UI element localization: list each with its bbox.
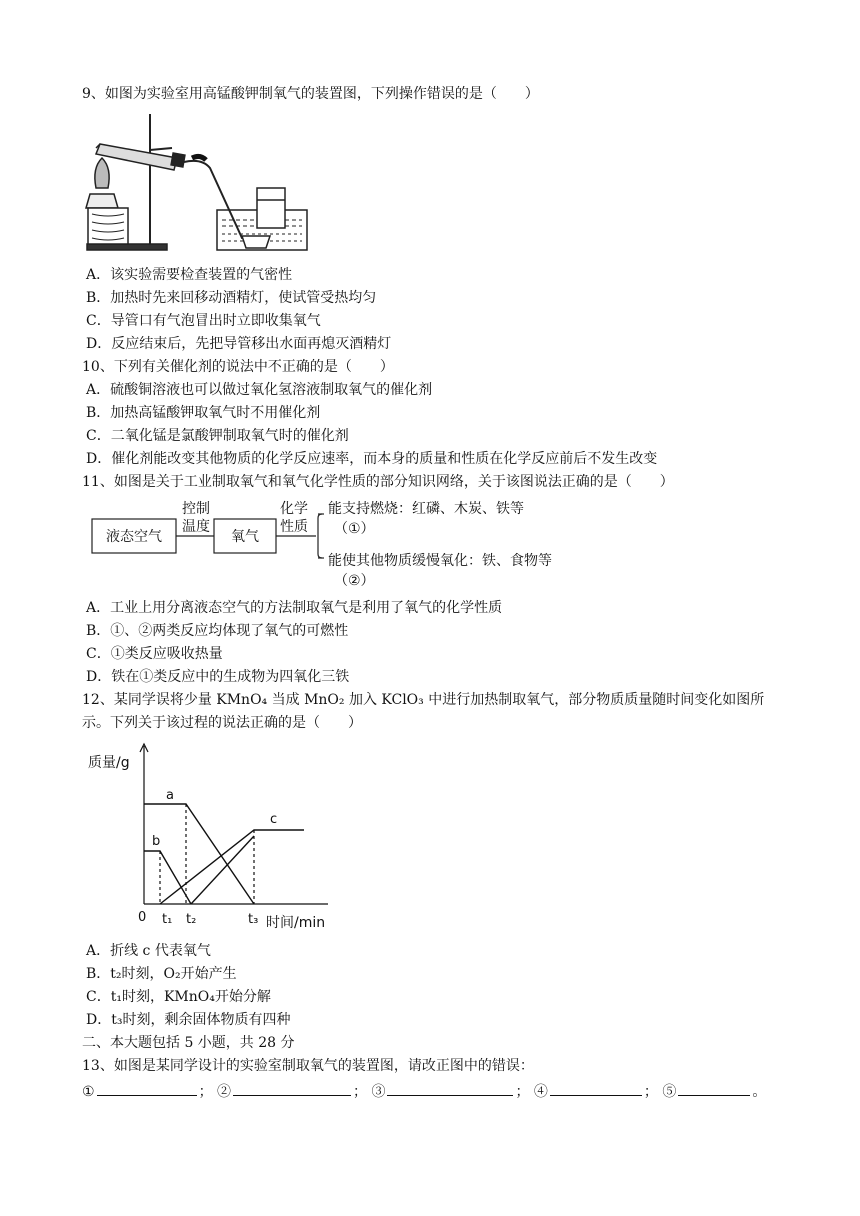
q12-option-d: D．t₃时刻，剩余固体物质有四种 — [86, 1012, 291, 1028]
q10-option-d: D．催化剂能改变其他物质的化学反应速率，而本身的质量和性质在化学反应前后不发生改变 — [86, 451, 658, 467]
q10-option-b: B．加热高锰酸钾取氧气时不用催化剂 — [86, 405, 321, 421]
box-oxygen: 氧气 — [231, 529, 259, 545]
label-control: 控制 — [182, 501, 210, 517]
q10-stem: 10、下列有关催化剂的说法中不正确的是（ ） — [82, 359, 394, 375]
label-temperature: 温度 — [182, 519, 210, 535]
graph-label-a: a — [166, 788, 174, 803]
box-liquid-air: 液态空气 — [106, 529, 162, 545]
branch-slow-oxidation: 能使其他物质缓慢氧化：铁、食物等 — [328, 553, 552, 569]
branch-slow-oxidation-mark: （②） — [334, 573, 375, 589]
blank-5-label: ⑤ — [662, 1084, 677, 1100]
graph-origin: 0 — [138, 910, 147, 925]
label-property: 性质 — [280, 519, 308, 535]
q11-knowledge-diagram — [90, 496, 610, 592]
q9-option-d: D．反应结束后，先把导管移出水面再熄灭酒精灯 — [86, 336, 392, 352]
q12-mass-time-graph — [88, 738, 348, 938]
branch-combustion: 能支持燃烧：红磷、木炭、铁等 — [328, 501, 524, 517]
answer-blank-3[interactable] — [387, 1081, 513, 1096]
separator: ； — [198, 1084, 213, 1100]
graph-label-c: c — [270, 812, 278, 827]
separator: ； — [643, 1084, 658, 1100]
graph-t1: t₁ — [162, 912, 173, 927]
q10-option-c: C．二氧化锰是氯酸钾制取氧气时的催化剂 — [86, 428, 349, 444]
separator: ； — [353, 1084, 368, 1100]
end-mark: 。 — [752, 1084, 767, 1100]
q12-stem-line2: 示。下列关于该过程的说法正确的是（ ） — [82, 715, 362, 731]
q12-option-a: A．折线 c 代表氧气 — [86, 943, 211, 959]
answer-blank-5[interactable] — [678, 1081, 750, 1096]
answer-blank-2[interactable] — [233, 1081, 351, 1096]
blank-2-label: ② — [217, 1084, 232, 1100]
q11-option-b: B．①、②两类反应均体现了氧气的可燃性 — [86, 623, 349, 639]
blank-4-label: ④ — [533, 1084, 548, 1100]
q9-stem: 9、如图为实验室用高锰酸钾制氧气的装置图，下列操作错误的是（ ） — [82, 86, 539, 102]
q9-option-b: B．加热时先来回移动酒精灯，使试管受热均匀 — [86, 290, 377, 306]
separator: ； — [515, 1084, 530, 1100]
q9-option-a: A．该实验需要检查装置的气密性 — [86, 267, 293, 283]
graph-x-label: 时间/min — [266, 915, 326, 931]
q12-stem-line1: 12、某同学误将少量 KMnO₄ 当成 MnO₂ 加入 KClO₃ 中进行加热制取氧气，部分物质质量随时间变化如图所 — [82, 692, 765, 708]
q12-option-c: C．t₁时刻，KMnO₄开始分解 — [86, 989, 271, 1005]
q11-option-a: A．工业上用分离液态空气的方法制取氧气是利用了氧气的化学性质 — [86, 600, 503, 616]
answer-blank-4[interactable] — [550, 1081, 642, 1096]
q11-option-c: C．①类反应吸收热量 — [86, 646, 223, 662]
graph-y-label: 质量/g — [88, 755, 130, 771]
q13-stem: 13、如图是某同学设计的实验室制取氧气的装置图，请改正图中的错误： — [82, 1058, 534, 1074]
graph-t3: t₃ — [248, 912, 259, 927]
q10-option-a: A．硫酸铜溶液也可以做过氧化氢溶液制取氧气的催化剂 — [86, 382, 433, 398]
q12-option-b: B．t₂时刻，O₂开始产生 — [86, 966, 237, 982]
branch-combustion-mark: （①） — [334, 521, 375, 537]
label-chemical: 化学 — [280, 501, 308, 517]
graph-label-b: b — [152, 834, 161, 849]
section-2-heading: 二、本大题包括 5 小题，共 28 分 — [82, 1035, 295, 1051]
q13-answer-line — [82, 1081, 766, 1101]
oxygen-apparatus-figure — [82, 108, 312, 256]
blank-1-label: ① — [82, 1084, 95, 1100]
q11-stem: 11、如图是关于工业制取氧气和氧气化学性质的部分知识网络，关于该图说法正确的是（ ） — [82, 474, 674, 490]
q9-option-c: C．导管口有气泡冒出时立即收集氧气 — [86, 313, 321, 329]
graph-t2: t₂ — [186, 912, 197, 927]
answer-blank-1[interactable] — [97, 1081, 197, 1096]
q11-option-d: D．铁在①类反应中的生成物为四氧化三铁 — [86, 669, 350, 685]
blank-3-label: ③ — [371, 1084, 386, 1100]
